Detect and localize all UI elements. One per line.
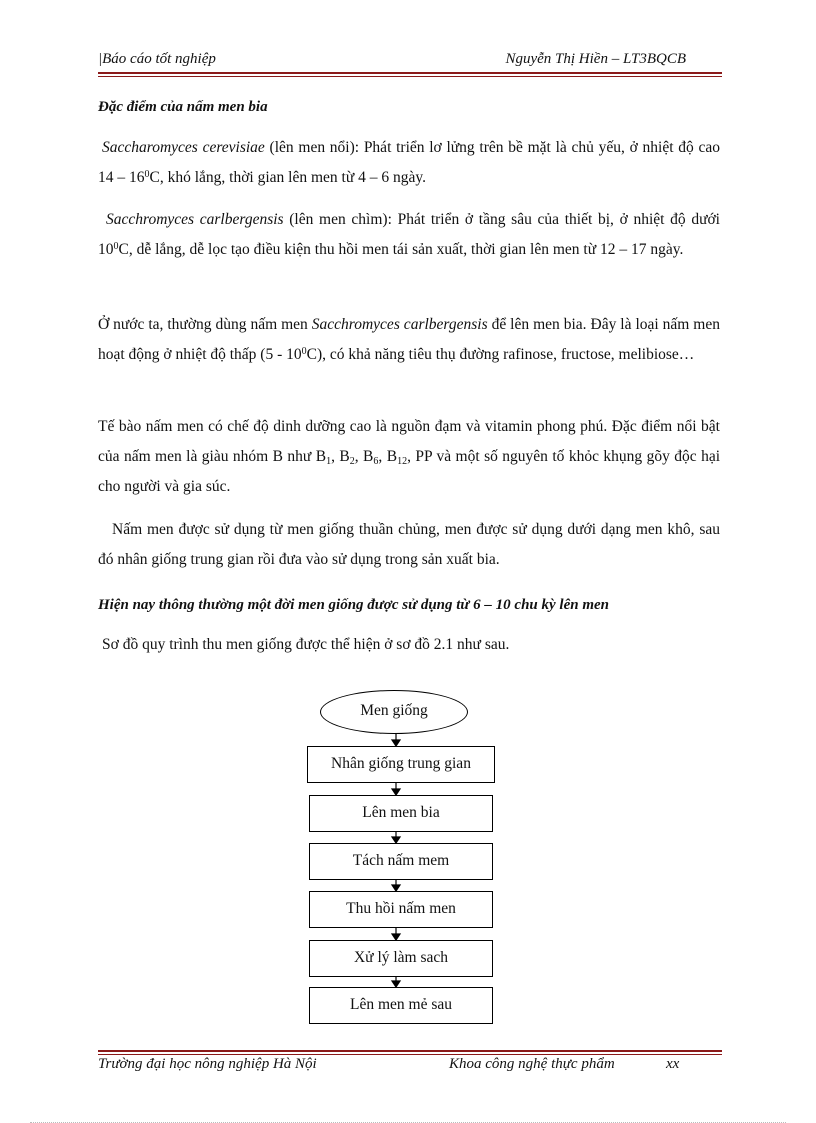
subscript: 1 bbox=[326, 456, 332, 467]
paragraph-carlbergensis bbox=[98, 205, 720, 265]
paragraph-cerevisiae bbox=[98, 133, 720, 193]
text: , B bbox=[354, 448, 374, 465]
footer-faculty: Khoa công nghệ thực phẩm bbox=[449, 1056, 615, 1072]
species-carlbergensis: Sacchromyces carlbergensis bbox=[106, 211, 284, 228]
superscript: 0 bbox=[144, 169, 150, 180]
subscript: 12 bbox=[397, 456, 408, 467]
text: , PP và một số nguyên tố khỏc khụng gõy độc hại cho người và gia súc. bbox=[98, 448, 721, 495]
text: C, dễ lắng, dễ lọc tạo điều kiện thu hồi men tái sản xuất, thời gian lên men từ 12 – 17 ngày. bbox=[118, 241, 684, 258]
footer-page-number: xx bbox=[666, 1056, 680, 1072]
text: Ở nước ta, thường dùng nấm men bbox=[98, 316, 312, 333]
section-heading-yeast bbox=[98, 92, 720, 122]
paragraph-vietnam-usage bbox=[98, 310, 720, 370]
text: Sơ đồ quy trình thu men giống được thể hiện ở sơ đồ 2.1 như sau. bbox=[102, 636, 510, 653]
text: (lên men nổi): Phát triển lơ lửng trên bề mặt là chủ yếu, ở nhiệt độ cao 14 – 16 bbox=[98, 139, 721, 186]
paragraph-diagram-intro bbox=[98, 630, 720, 660]
text: C, khó lắng, thời gian lên men từ 4 – 6 ngày. bbox=[149, 169, 426, 186]
header-report-title: |Báo cáo tốt nghiệp bbox=[98, 51, 216, 67]
subscript: 2 bbox=[349, 456, 355, 467]
header-rule bbox=[98, 72, 722, 77]
flow-step-4: Thu hồi nấm men bbox=[309, 891, 493, 928]
paragraph-usage bbox=[98, 515, 720, 575]
species-carlbergensis: Sacchromyces carlbergensis bbox=[311, 316, 488, 333]
flow-step-6: Lên men mẻ sau bbox=[309, 987, 493, 1024]
flow-step-2: Lên men bia bbox=[309, 795, 493, 832]
footer-rule bbox=[98, 1050, 722, 1055]
header-author: Nguyễn Thị Hiền – LT3BQCB bbox=[505, 51, 686, 67]
superscript: 0 bbox=[113, 241, 119, 252]
text: Tế bào nấm men có chế độ dinh dưỡng cao là nguồn đạm và vitamin phong phú. Đặc điểm nổi bật của nấm men là giàu nhóm B như B bbox=[98, 418, 720, 465]
footer-university: Trường đại học nông nghiệp Hà Nội bbox=[98, 1056, 317, 1072]
subscript: 6 bbox=[373, 456, 379, 467]
text: C), có khả năng tiêu thụ đường rafinose, fructose, melibiose… bbox=[306, 346, 695, 363]
flow-step-3: Tách nấm mem bbox=[309, 843, 493, 880]
superscript: 0 bbox=[301, 346, 307, 357]
text: , B bbox=[378, 448, 398, 465]
flow-step-5: Xử lý làm sach bbox=[309, 940, 493, 977]
text: (lên men chìm): Phát triển ở tầng sâu của thiết bị, ở nhiệt độ dưới 10 bbox=[98, 211, 720, 258]
paragraph-nutrition bbox=[98, 412, 720, 502]
heading-yeast-characteristics: Đặc điểm của nấm men bia bbox=[98, 99, 268, 115]
page-footer bbox=[98, 1056, 698, 1076]
text: , B bbox=[331, 448, 350, 465]
text: Nấm men được sử dụng từ men giống thuần chủng, men được sử dụng dưới dạng men khô, sau đó nhân giống trung gian rồi đưa vào sử dụng trong sản xuất bia. bbox=[98, 521, 720, 568]
text: để lên men bia. Đây là loại nấm men hoạt động ở nhiệt độ thấp (5 - 10 bbox=[98, 316, 720, 363]
page-header bbox=[98, 51, 686, 71]
heading-cycles: Hiện nay thông thường một đời men giống được sử dụng từ 6 – 10 chu kỳ lên men bbox=[98, 597, 609, 613]
section-heading-cycles bbox=[98, 590, 720, 620]
flow-step-1: Nhân giống trung gian bbox=[307, 746, 495, 783]
species-cerevisiae: Saccharomyces cerevisiae bbox=[102, 139, 265, 156]
flow-start-men-giong: Men giống bbox=[320, 690, 468, 734]
